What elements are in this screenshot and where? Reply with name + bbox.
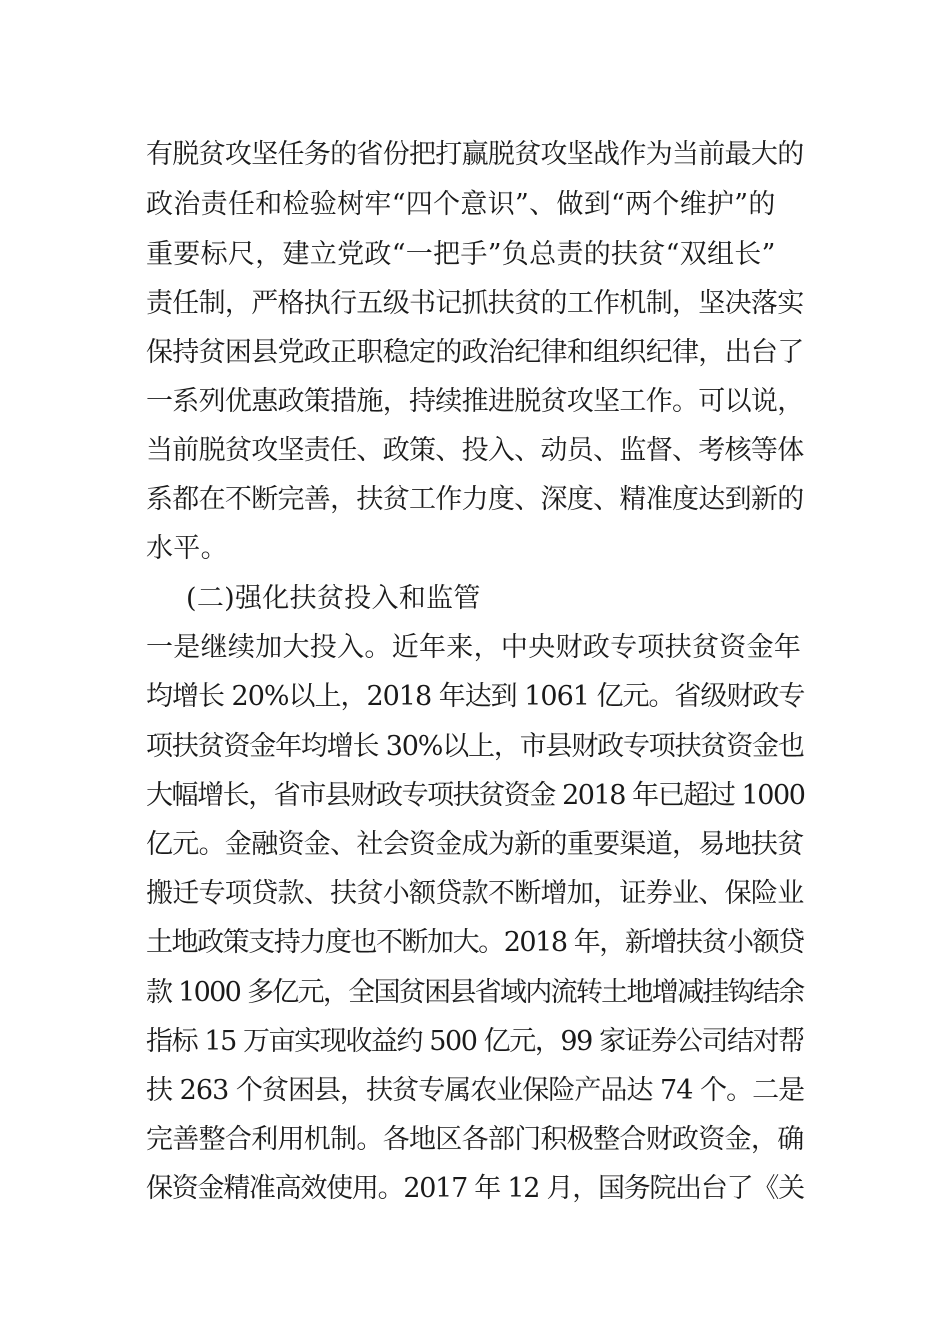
body-text-line: 搬迁专项贷款、扶贫小额贷款不断增加，证券业、保险业 xyxy=(146,878,804,909)
body-text-line: 指标 15 万亩实现收益约 500 亿元，99 家证券公司结对帮 xyxy=(146,1026,804,1057)
body-text-line: 均增长 20%以上，2018 年达到 1061 亿元。省级财政专 xyxy=(146,681,805,712)
body-text-line: 政治责任和检验树牢“四个意识”、做到“两个维护”的 xyxy=(146,189,776,220)
body-text-line: 重要标尺，建立党政“一把手”负总责的扶贫“双组长” xyxy=(146,239,776,270)
body-text-line: 系都在不断完善，扶贫工作力度、深度、精准度达到新的 xyxy=(146,484,804,515)
body-text-line: 大幅增长，省市县财政专项扶贫资金 2018 年已超过 1000 xyxy=(146,780,805,811)
body-text-line: 完善整合利用机制。各地区各部门积极整合财政资金，确 xyxy=(146,1124,804,1155)
body-text-line: 一系列优惠政策措施，持续推进脱贫攻坚工作。可以说， xyxy=(146,386,804,417)
body-text-line: 有脱贫攻坚任务的省份把打赢脱贫攻坚战作为当前最大的 xyxy=(146,139,804,170)
section-heading: (二)强化扶贫投入和监管 xyxy=(186,583,481,614)
body-text-line: 责任制，严格执行五级书记抓扶贫的工作机制，坚决落实 xyxy=(146,288,804,319)
body-text-line: 土地政策支持力度也不断加大。2018 年，新增扶贫小额贷 xyxy=(146,927,804,958)
body-text-line: 款 1000 多亿元，全国贫困县省域内流转土地增减挂钩结余 xyxy=(146,977,804,1008)
body-text-line: 水平。 xyxy=(146,533,228,564)
body-text-line: 项扶贫资金年均增长 30%以上，市县财政专项扶贫资金也 xyxy=(146,731,804,762)
body-text-line: 扶 263 个贫困县，扶贫专属农业保险产品达 74 个。二是 xyxy=(146,1075,805,1106)
body-text-line: 亿元。金融资金、社会资金成为新的重要渠道，易地扶贫 xyxy=(146,829,804,860)
body-text-line: 一是继续加大投入。近年来，中央财政专项扶贫资金年 xyxy=(146,632,802,663)
body-text-line: 保持贫困县党政正职稳定的政治纪律和组织纪律，出台了 xyxy=(146,337,804,368)
body-text-line: 当前脱贫攻坚责任、政策、投入、动员、监督、考核等体 xyxy=(146,435,804,466)
body-text-line: 保资金精准高效使用。2017 年 12 月，国务院出台了《关 xyxy=(146,1173,804,1204)
